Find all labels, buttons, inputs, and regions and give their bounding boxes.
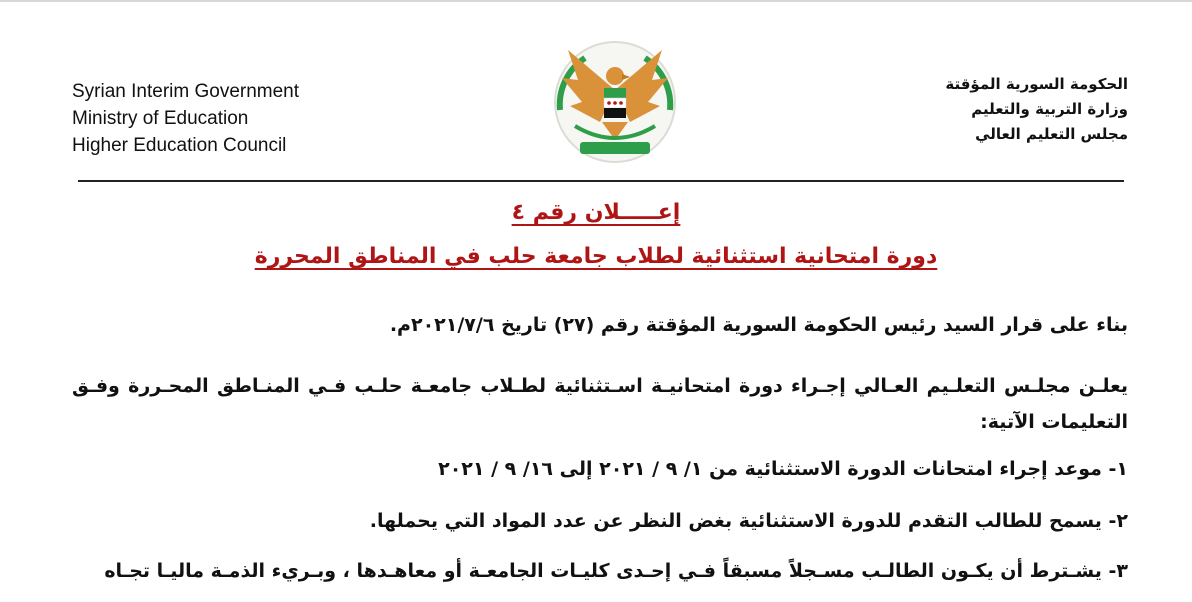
arabic-letterhead — [945, 72, 1128, 147]
english-ministry-name: Ministry of Education — [72, 108, 249, 129]
arabic-council-name: مجلس التعليم العالي — [975, 125, 1128, 143]
list-item-exam-dates: ١- موعد إجراء امتحانات الدورة الاستثنائية من ١/ ٩ / ٢٠٢١ إلى ١٦/ ٩ / ٢٠٢١ — [438, 458, 1128, 480]
eagle-emblem-icon — [540, 30, 690, 170]
announcement-number-title: إعـــــلان رقم ٤ — [511, 200, 681, 225]
top-edge-line — [0, 0, 1192, 2]
header-divider — [78, 180, 1124, 182]
announcement-subject: دورة امتحانية استثنائية لطلاب جامعة حلب في المناطق المحررة — [254, 244, 938, 269]
arabic-government-name: الحكومة السورية المؤقتة — [945, 75, 1128, 93]
decision-reference-paragraph: بناء على قرار السيد رئيس الحكومة السورية المؤقتة رقم (٢٧) تاريخ ٢٠٢١/٧/٦م. — [389, 314, 1128, 336]
list-item-eligibility: ٢- يسمح للطالب التقدم للدورة الاستثنائية بغض النظر عن عدد المواد التي يحملها. — [369, 510, 1128, 532]
list-item-registration-condition: ٣- يشـترط أن يكـون الطالـب مسـجلاً مسبقاً فـي إحـدى كليـات الجامعـة أو معاهـدها ، وبـريء الذمـة ماليـا تجـاه — [104, 560, 1128, 582]
arabic-ministry-name: وزارة التربية والتعليم — [971, 100, 1128, 118]
government-emblem — [540, 30, 690, 170]
english-government-name: Syrian Interim Government — [72, 81, 300, 102]
english-council-name: Higher Education Council — [72, 135, 287, 156]
english-letterhead — [72, 78, 299, 159]
announcement-intro-paragraph: يعلـن مجلـس التعلـيم العـالي إجـراء دورة امتحانيـة اسـتثنائية لطـلاب جامعـة حلـب فـي المنـاطق المحـررة وفـق التعليمات الآتية: — [72, 375, 1128, 433]
